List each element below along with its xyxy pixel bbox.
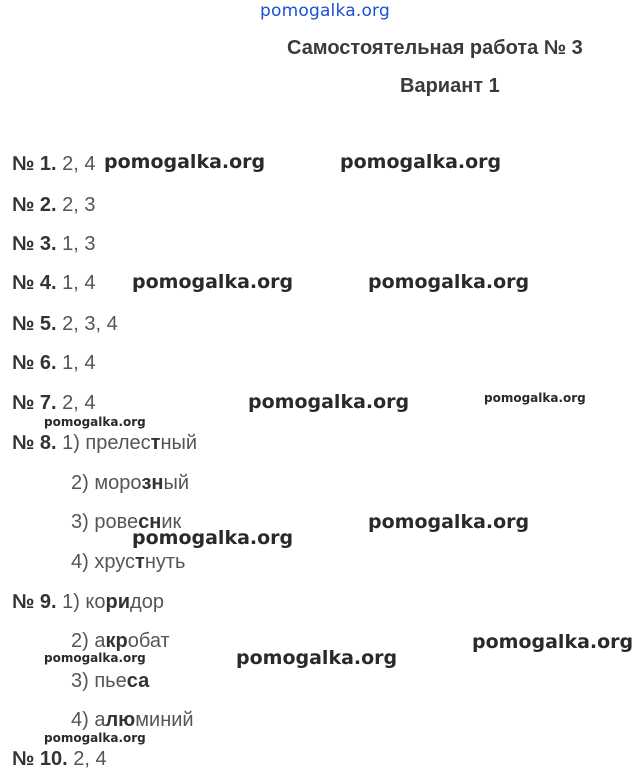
watermark: pomogalka.org bbox=[104, 151, 266, 173]
page-title: Самостоятельная работа № 3 bbox=[287, 37, 583, 59]
word-item: 3) ровесник bbox=[71, 511, 182, 533]
word-item: 1) коридор bbox=[62, 591, 164, 613]
watermark: pomogalka.org bbox=[368, 511, 530, 533]
answer-number: № 9. bbox=[12, 591, 57, 613]
answer-row-5 bbox=[12, 314, 118, 334]
word-item: 2) акробат bbox=[71, 630, 170, 652]
word-item: 1) прелестный bbox=[62, 432, 198, 454]
word-item: 3) пьеса bbox=[71, 670, 150, 692]
answer-number: № 5. bbox=[12, 313, 57, 335]
answer-value: 1, 4 bbox=[62, 352, 96, 374]
word-item: 2) морозный bbox=[71, 472, 190, 494]
answer-value: 1, 3 bbox=[62, 233, 96, 255]
answer-value: 2, 4 bbox=[62, 392, 96, 414]
answer-row-1 bbox=[12, 154, 95, 174]
answer-row-3 bbox=[12, 234, 95, 254]
answer-number: № 10. bbox=[12, 748, 68, 770]
answer-number: № 3. bbox=[12, 233, 57, 255]
watermark: pomogalka.org bbox=[484, 391, 586, 405]
watermark: pomogalka.org bbox=[236, 647, 398, 669]
answer-value: 2, 4 bbox=[62, 153, 96, 175]
answer-row-8 bbox=[12, 433, 197, 453]
answer-number: № 6. bbox=[12, 352, 57, 374]
answer-value: 2, 3, 4 bbox=[62, 313, 118, 335]
watermark: pomogalka.org bbox=[248, 391, 410, 413]
answer-row-4 bbox=[12, 273, 95, 293]
answer-row-7 bbox=[12, 393, 95, 413]
word-item: 4) алюминий bbox=[71, 709, 194, 731]
watermark: pomogalka.org bbox=[132, 527, 294, 549]
watermark: pomogalka.org bbox=[368, 271, 530, 293]
answer-number: № 1. bbox=[12, 153, 57, 175]
answer-row-9 bbox=[12, 592, 164, 612]
answer-number: № 2. bbox=[12, 194, 57, 216]
answer-value: 2, 3 bbox=[62, 194, 96, 216]
watermark: pomogalka.org bbox=[472, 631, 634, 653]
answer-value: 2, 4 bbox=[73, 748, 107, 770]
answer-row-6 bbox=[12, 353, 95, 373]
answer-row-10 bbox=[12, 749, 107, 769]
watermark: pomogalka.org bbox=[44, 731, 146, 745]
watermark: pomogalka.org bbox=[132, 271, 294, 293]
answer-value: 1, 4 bbox=[62, 272, 96, 294]
answer-row-2 bbox=[12, 195, 95, 215]
word-item: 4) хрустнуть bbox=[71, 551, 186, 573]
watermark: pomogalka.org bbox=[340, 151, 502, 173]
watermark: pomogalka.org bbox=[44, 415, 146, 429]
variant-title: Вариант 1 bbox=[400, 75, 500, 97]
watermark: pomogalka.org bbox=[44, 651, 146, 665]
answer-number: № 7. bbox=[12, 392, 57, 414]
watermark-top: pomogalka.org bbox=[260, 1, 390, 21]
answer-number: № 4. bbox=[12, 272, 57, 294]
answer-number: № 8. bbox=[12, 432, 57, 454]
